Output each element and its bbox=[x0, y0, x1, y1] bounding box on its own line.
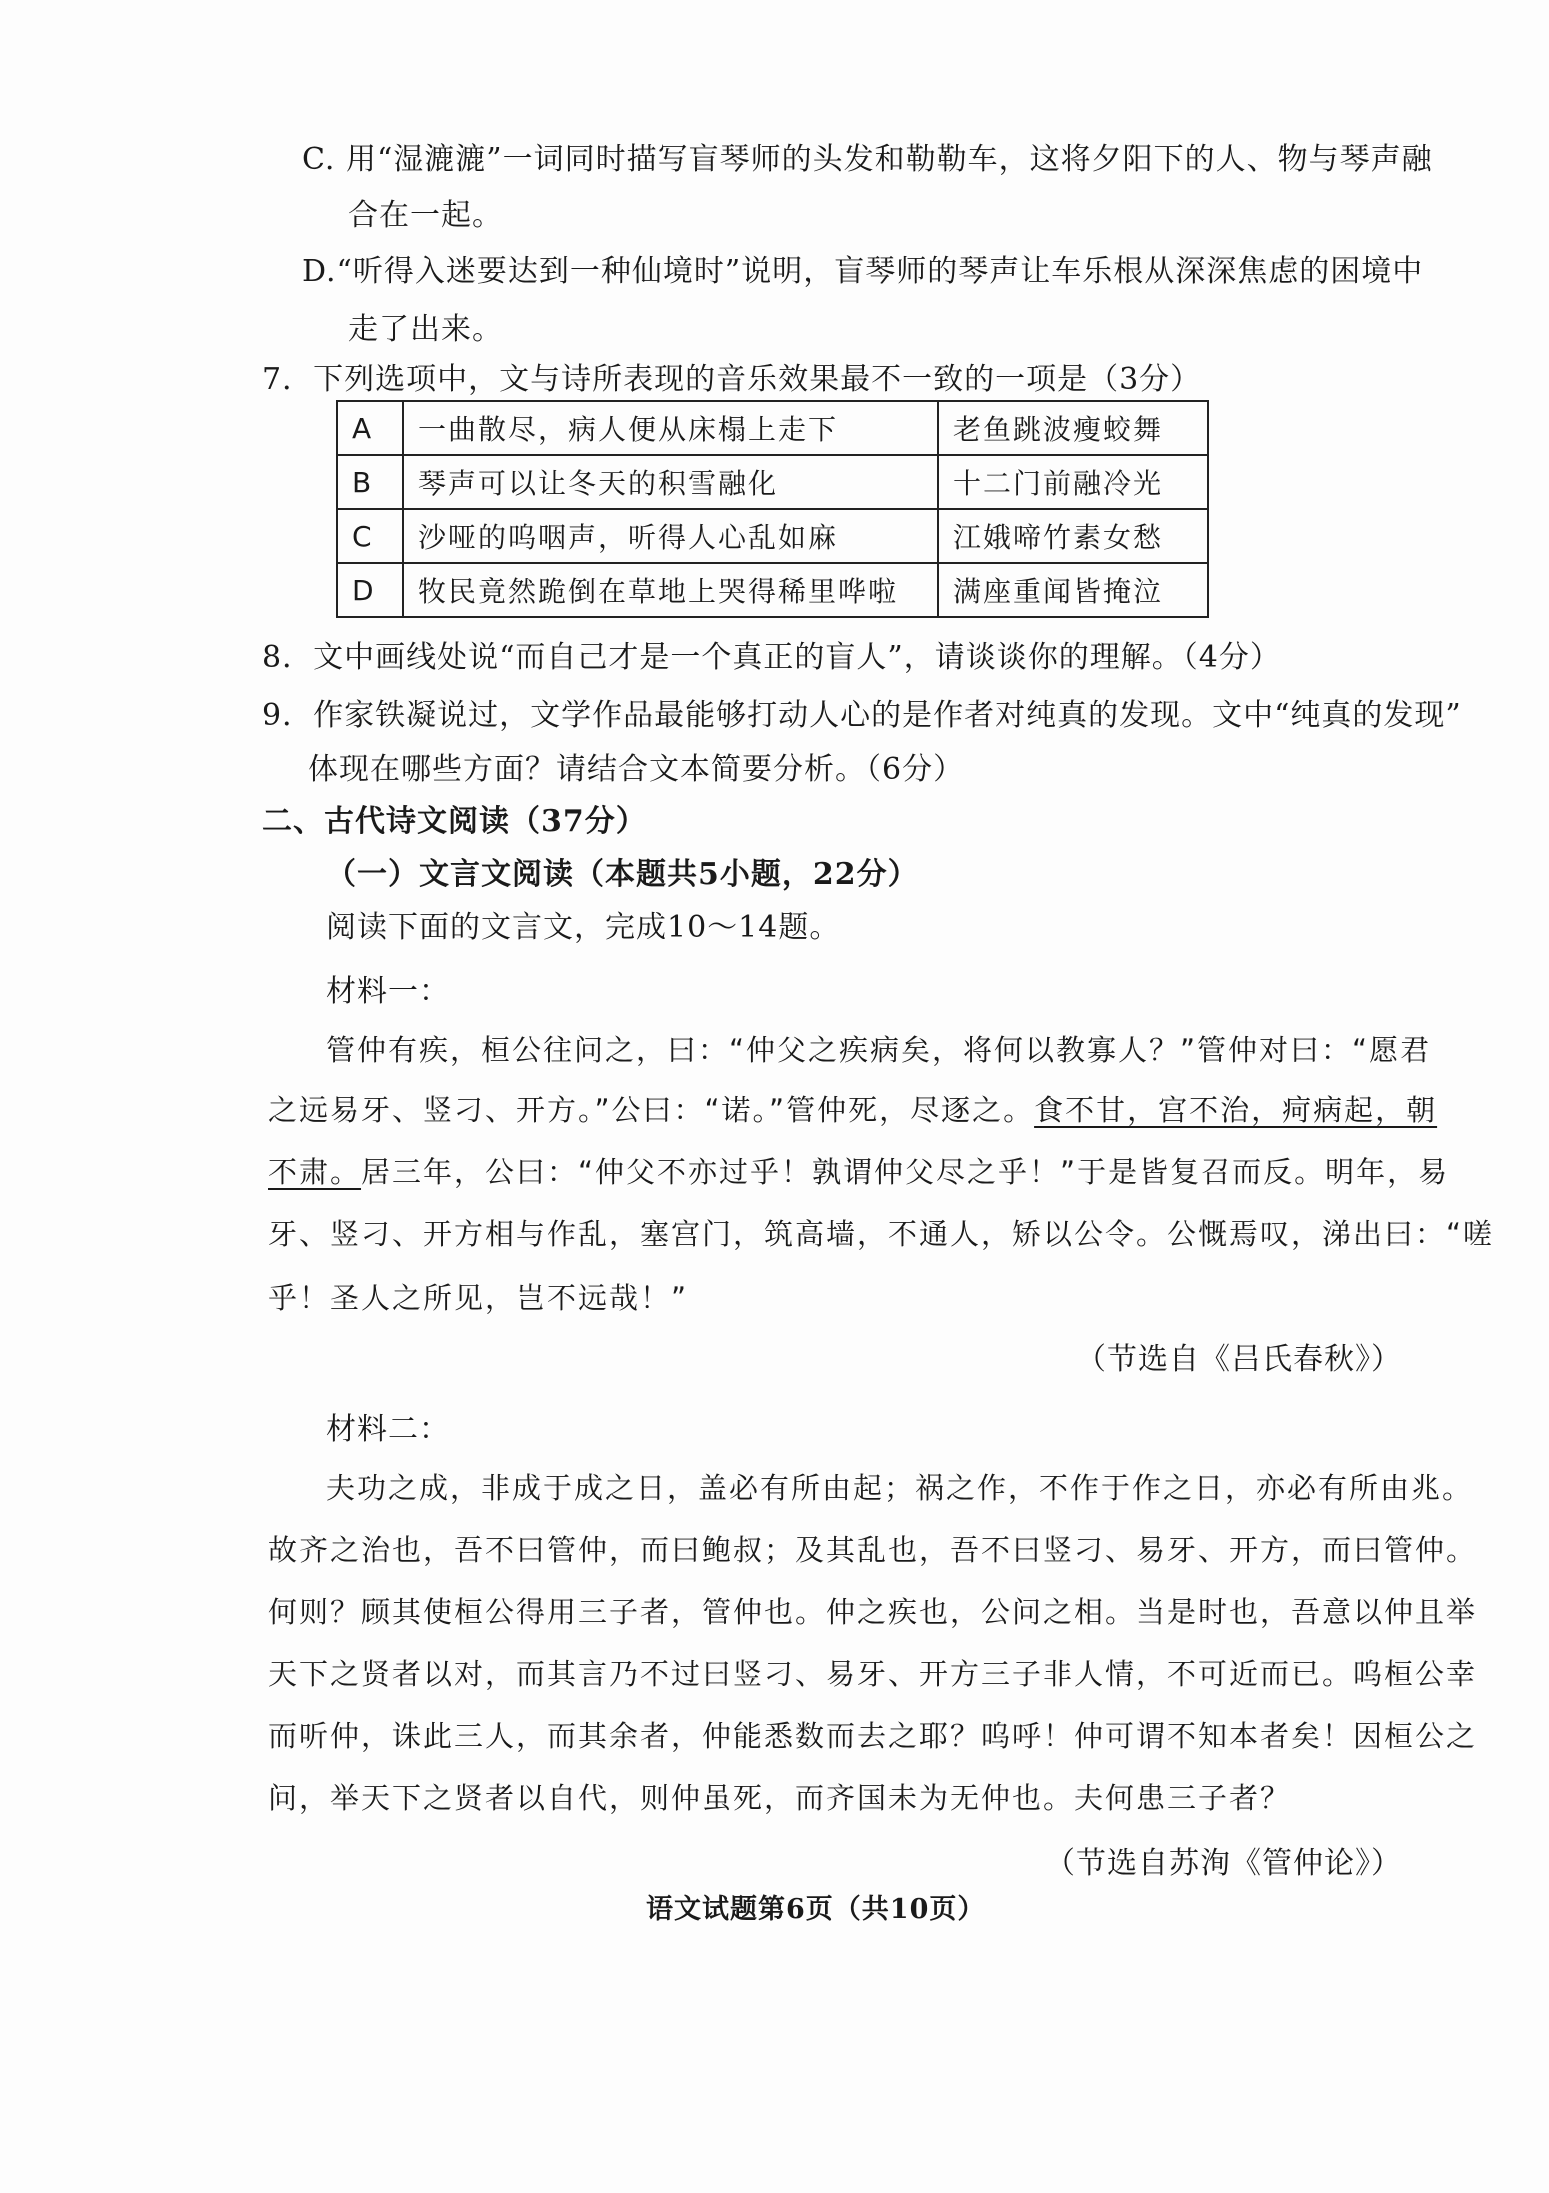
material-1-line-4: 牙、竖刁、开方相与作乱，塞宫门，筑高墙，不通人，矫以公令。公慨焉叹，涕出曰：“嗟 bbox=[268, 1217, 1495, 1251]
option-key: D bbox=[337, 563, 403, 617]
material-2-line-3: 何则？顾其使桓公得用三子者，管仲也。仲之疾也，公问之相。当是时也，吾意以仲且举 bbox=[268, 1595, 1478, 1629]
question-7-stem: 7．下列选项中，文与诗所表现的音乐效果最不一致的一项是（3分） bbox=[262, 362, 1202, 397]
material-1-text: 居三年，公曰：“仲父不亦过乎！孰谓仲父尽之乎！”于是皆复召而反。明年，易 bbox=[361, 1155, 1450, 1189]
option-text: 一曲散尽，病人便从床榻上走下 bbox=[403, 401, 938, 455]
material-2-label: 材料二： bbox=[326, 1412, 450, 1447]
table-row bbox=[337, 455, 1208, 509]
option-d-line-2: 走了出来。 bbox=[348, 312, 503, 347]
page-footer: 语文试题第6页（共10页） bbox=[646, 1894, 986, 1925]
question-7-options-table bbox=[336, 400, 1209, 618]
material-2-line-1: 夫功之成，非成于成之日，盖必有所由起；祸之作，不作于作之日，亦必有所由兆。 bbox=[326, 1471, 1474, 1505]
option-d-line-1: D.“听得入迷要达到一种仙境时”说明，盲琴师的琴声让车乐根从深深焦虑的困境中 bbox=[302, 254, 1424, 289]
option-text: 牧民竟然跪倒在草地上哭得稀里哗啦 bbox=[403, 563, 938, 617]
material-1-label: 材料一： bbox=[326, 974, 450, 1009]
material-1-line-3 bbox=[268, 1152, 1449, 1192]
option-key: A bbox=[337, 401, 403, 455]
material-2-source: （节选自苏洵《管仲论》） bbox=[1045, 1846, 1402, 1881]
question-9-line-1: 9．作家铁凝说过，文学作品最能够打动人心的是作者对纯真的发现。文中“纯真的发现” bbox=[262, 698, 1462, 733]
option-poem: 满座重闻皆掩泣 bbox=[938, 563, 1208, 617]
material-1-line-5: 乎！圣人之所见，岂不远哉！” bbox=[268, 1281, 689, 1315]
material-1-source: （节选自《吕氏春秋》） bbox=[1076, 1342, 1402, 1377]
material-1-text: 之远易牙、竖刁、开方。”公曰：“诺。”管仲死，尽逐之。 bbox=[268, 1093, 1035, 1127]
option-poem: 江娥啼竹素女愁 bbox=[938, 509, 1208, 563]
option-text: 沙哑的呜咽声，听得人心乱如麻 bbox=[403, 509, 938, 563]
option-poem: 十二门前融冷光 bbox=[938, 455, 1208, 509]
material-2-line-2: 故齐之治也，吾不曰管仲，而曰鲍叔；及其乱也，吾不曰竖刁、易牙、开方，而曰管仲。 bbox=[268, 1533, 1478, 1567]
option-key: C bbox=[337, 509, 403, 563]
option-key: B bbox=[337, 455, 403, 509]
section-2-instruction: 阅读下面的文言文，完成10～14题。 bbox=[326, 910, 841, 945]
material-2-line-4: 天下之贤者以对，而其言乃不过曰竖刁、易牙、开方三子非人情，不可近而已。呜桓公幸 bbox=[268, 1657, 1478, 1691]
material-1-line-1: 管仲有疾，桓公往问之，曰：“仲父之疾病矣，将何以教寡人？”管仲对曰：“愿君 bbox=[326, 1033, 1432, 1067]
option-c-line-1: C. 用“湿漉漉”一词同时描写盲琴师的头发和勒勒车，这将夕阳下的人、物与琴声融 bbox=[302, 142, 1433, 177]
option-poem: 老鱼跳波瘦蛟舞 bbox=[938, 401, 1208, 455]
material-2-line-5: 而听仲，诛此三人，而其余者，仲能悉数而去之耶？呜呼！仲可谓不知本者矣！因桓公之 bbox=[268, 1719, 1478, 1753]
question-9-line-2: 体现在哪些方面？请结合文本简要分析。（6分） bbox=[308, 752, 965, 787]
option-text: 琴声可以让冬天的积雪融化 bbox=[403, 455, 938, 509]
section-2-subtitle: （一）文言文阅读（本题共5小题，22分） bbox=[326, 857, 919, 892]
underlined-text: 食不甘，宫不治，疴病起，朝 bbox=[1034, 1093, 1438, 1127]
table-row bbox=[337, 563, 1208, 617]
table-row bbox=[337, 401, 1208, 455]
question-8: 8．文中画线处说“而自己才是一个真正的盲人”，请谈谈你的理解。（4分） bbox=[262, 640, 1281, 675]
underlined-text: 不肃。 bbox=[268, 1155, 362, 1189]
section-2-title: 二、古代诗文阅读（37分） bbox=[262, 804, 647, 839]
material-1-line-2 bbox=[268, 1090, 1437, 1130]
material-2-line-6: 问，举天下之贤者以自代，则仲虽死，而齐国未为无仲也。夫何患三子者？ bbox=[268, 1781, 1292, 1815]
option-c-line-2: 合在一起。 bbox=[348, 198, 503, 233]
table-row bbox=[337, 509, 1208, 563]
